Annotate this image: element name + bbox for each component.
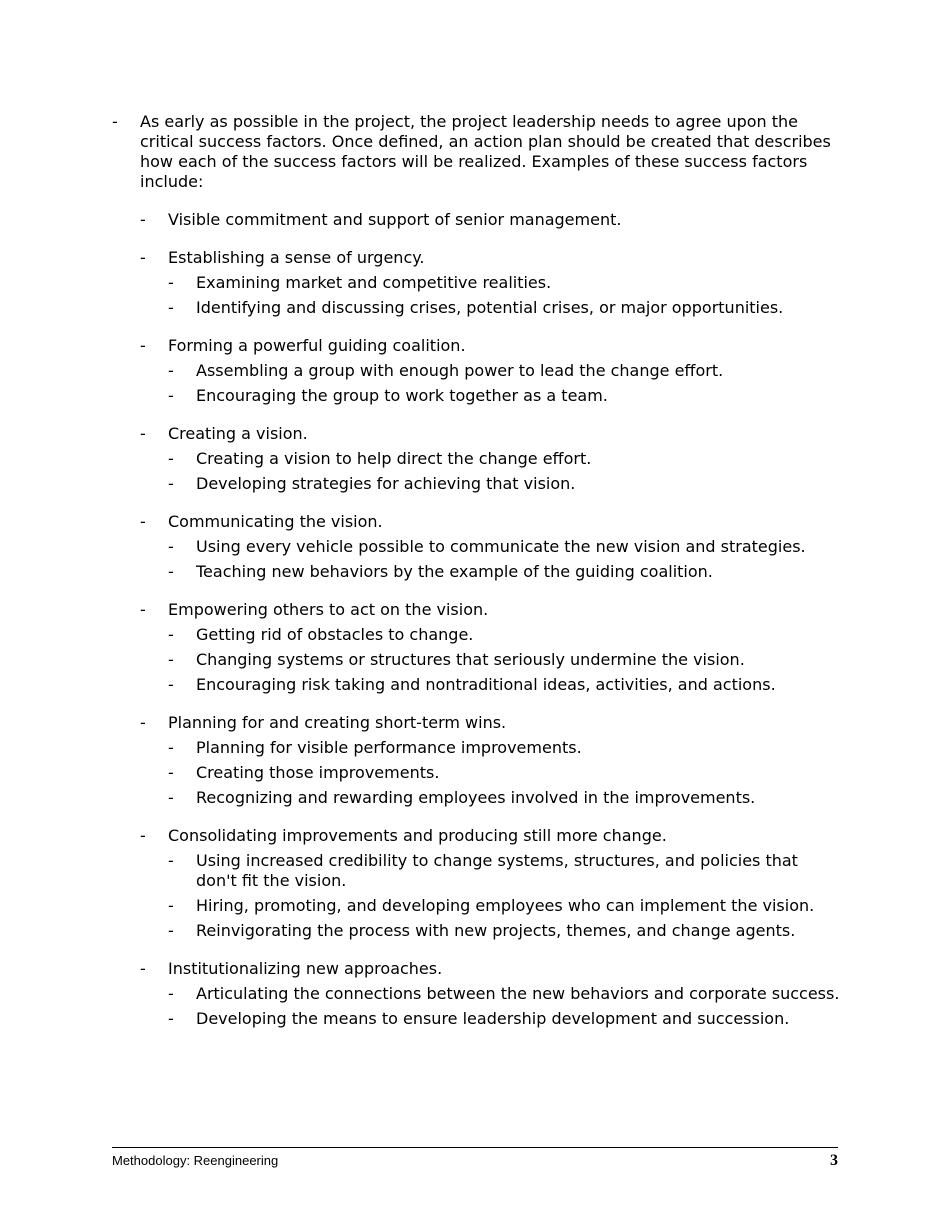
sub-item (168, 386, 842, 406)
sub-item-text: Developing strategies for achieving that vision. (196, 474, 576, 493)
sub-item-text: Creating those improvements. (196, 763, 440, 782)
success-factor-text: Institutionalizing new approaches. (168, 959, 443, 978)
sub-item (168, 650, 842, 670)
success-factor-text: Creating a vision. (168, 424, 308, 443)
bullet-dash: - (168, 984, 174, 1003)
sub-item (168, 625, 842, 645)
success-factor-item (140, 600, 842, 695)
success-factor-text: Planning for and creating short-term wins. (168, 713, 507, 732)
bullet-dash: - (168, 921, 174, 940)
sub-item-text: Reinvigorating the process with new projects, themes, and change agents. (196, 921, 796, 940)
bullet-dash: - (168, 562, 174, 581)
intro-bullet (112, 112, 842, 1029)
bullet-dash: - (140, 336, 146, 355)
sub-item (168, 788, 842, 808)
bullet-dash: - (140, 248, 146, 267)
sub-item-text: Hiring, promoting, and developing employees who can implement the vision. (196, 896, 815, 915)
sub-item (168, 851, 842, 891)
sub-item-text: Identifying and discussing crises, potential crises, or major opportunities. (196, 298, 784, 317)
sub-item-text: Recognizing and rewarding employees involved in the improvements. (196, 788, 756, 807)
bullet-dash: - (168, 896, 174, 915)
success-factor-item (140, 512, 842, 582)
bullet-dash: - (168, 449, 174, 468)
sub-item (168, 921, 842, 941)
sub-item-text: Encouraging the group to work together as a team. (196, 386, 608, 405)
success-factor-item (140, 248, 842, 318)
bullet-dash: - (168, 788, 174, 807)
sub-item-text: Changing systems or structures that seriously undermine the vision. (196, 650, 745, 669)
success-factor-item (140, 424, 842, 494)
sub-item-text: Using increased credibility to change systems, structures, and policies that don't fit the vision. (196, 851, 798, 890)
success-factor-item (140, 713, 842, 808)
sub-item (168, 763, 842, 783)
bullet-dash: - (168, 1009, 174, 1028)
sub-item (168, 537, 842, 557)
bullet-dash: - (140, 424, 146, 443)
sub-item-text: Teaching new behaviors by the example of the guiding coalition. (196, 562, 713, 581)
footer-title: Methodology: Reengineering (112, 1153, 279, 1168)
bullet-dash: - (168, 298, 174, 317)
bullet-dash: - (140, 959, 146, 978)
bullet-dash: - (168, 537, 174, 556)
success-factor-text: Establishing a sense of urgency. (168, 248, 425, 267)
bullet-dash: - (168, 763, 174, 782)
bullet-dash: - (140, 600, 146, 619)
document-body (112, 112, 842, 1029)
bullet-dash: - (168, 675, 174, 694)
sub-item (168, 896, 842, 916)
success-factor-text: Visible commitment and support of senior management. (168, 210, 622, 229)
success-factor-text: Communicating the vision. (168, 512, 383, 531)
bullet-dash: - (140, 210, 146, 229)
sub-item (168, 273, 842, 293)
page-number: 3 (830, 1152, 838, 1169)
sub-item (168, 298, 842, 318)
sub-item-text: Assembling a group with enough power to lead the change effort. (196, 361, 724, 380)
bullet-dash: - (112, 112, 118, 131)
bullet-dash: - (168, 650, 174, 669)
success-factor-text: Consolidating improvements and producing still more change. (168, 826, 667, 845)
bullet-dash: - (168, 273, 174, 292)
bullet-dash: - (168, 386, 174, 405)
sub-item (168, 449, 842, 469)
success-factor-item (140, 336, 842, 406)
sub-item (168, 562, 842, 582)
sub-item (168, 361, 842, 381)
sub-item (168, 1009, 842, 1029)
sub-item-text: Examining market and competitive realities. (196, 273, 552, 292)
bullet-dash: - (140, 826, 146, 845)
bullet-dash: - (168, 738, 174, 757)
bullet-dash: - (168, 474, 174, 493)
sub-item-text: Planning for visible performance improvements. (196, 738, 582, 757)
sub-item-text: Articulating the connections between the new behaviors and corporate success. (196, 984, 840, 1003)
success-factor-text: Forming a powerful guiding coalition. (168, 336, 466, 355)
sub-item-text: Encouraging risk taking and nontraditional ideas, activities, and actions. (196, 675, 776, 694)
bullet-dash: - (168, 625, 174, 644)
sub-item (168, 474, 842, 494)
bullet-dash: - (168, 361, 174, 380)
sub-item-text: Using every vehicle possible to communicate the new vision and strategies. (196, 537, 806, 556)
sub-item (168, 738, 842, 758)
sub-item-text: Creating a vision to help direct the change effort. (196, 449, 592, 468)
success-factor-list (140, 210, 842, 1029)
success-factor-item (140, 959, 842, 1029)
bullet-dash: - (168, 851, 174, 870)
footer-divider (112, 1147, 838, 1148)
success-factor-text: Empowering others to act on the vision. (168, 600, 489, 619)
sub-item-text: Developing the means to ensure leadership development and succession. (196, 1009, 790, 1028)
intro-paragraph: As early as possible in the project, the project leadership needs to agree upon the critical success factors. Once defined, an action plan should be created that describes how each of the success factors will be realized. Examples of these success factors include: (140, 112, 831, 191)
bullet-dash: - (140, 713, 146, 732)
success-factor-item (140, 210, 842, 230)
success-factor-item (140, 826, 842, 941)
sub-item (168, 984, 842, 1004)
sub-item-text: Getting rid of obstacles to change. (196, 625, 474, 644)
bullet-dash: - (140, 512, 146, 531)
sub-item (168, 675, 842, 695)
